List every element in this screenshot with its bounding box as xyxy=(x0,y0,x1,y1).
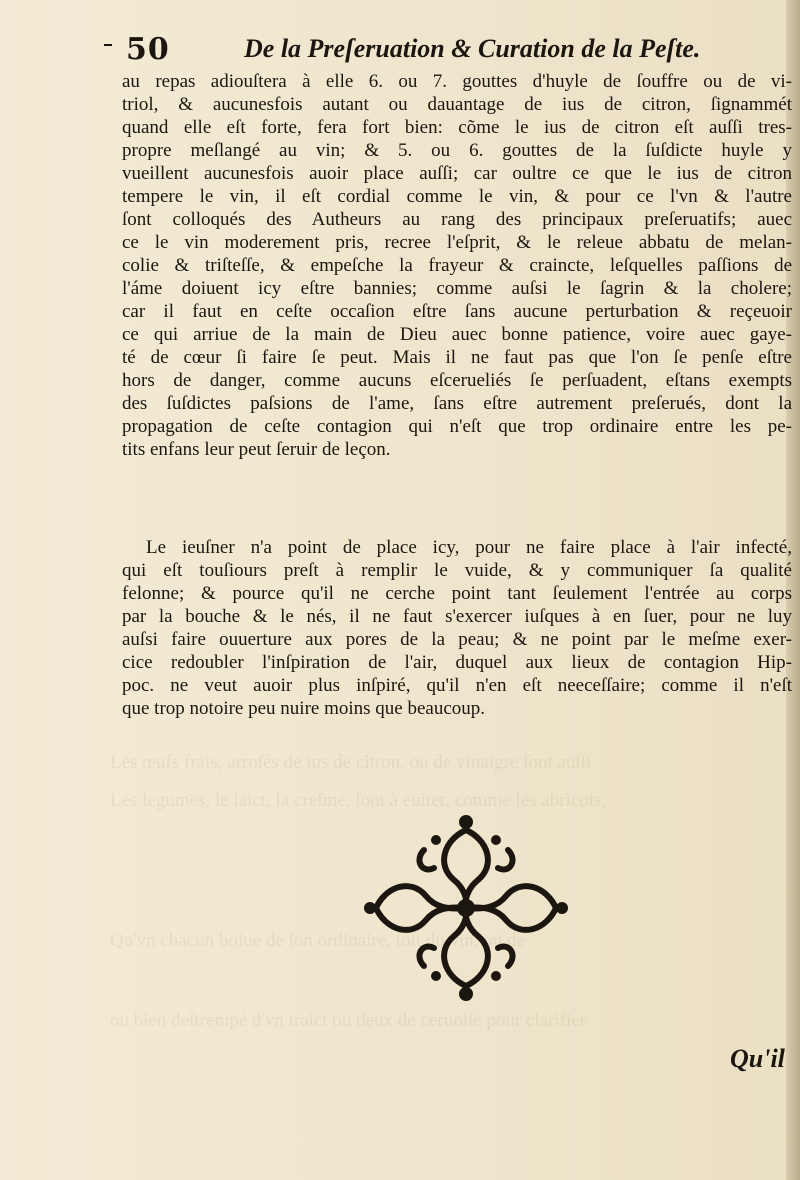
margin-mark xyxy=(104,44,112,46)
text-line: tits enfans leur peut ſeruir de leçon. xyxy=(122,439,391,460)
running-title: De la Preſeruation & Curation de la Peſte. xyxy=(244,34,701,63)
text-line: Le ieuſner n'a point de place icy, pour ne faire place à l'air infecté, xyxy=(146,537,792,558)
paragraph-2 xyxy=(122,536,792,720)
text-line: quand elle eſt forte, fera fort bien: cõme le ius de citron eſt auſſi tres- xyxy=(122,117,792,138)
text-line: l'áme doiuent icy eſtre bannies; comme auſsi le ſagrin & la cholere; xyxy=(122,278,792,299)
text-line: colie & triſteſſe, & empeſche la frayeur & craincte, leſquelles paſſions de xyxy=(122,255,792,276)
show-through-line: Les legumes, le laict, la creſme, ſont à euiter, comme les abricots, xyxy=(110,790,607,811)
show-through-line: ou bien deſtrempé d'vn traict ou deux de ceruoiſe pour clarifier xyxy=(110,1010,587,1031)
text-line: car il faut en ceſte occaſion eſtre ſans aucune perturbation & reçeuoir xyxy=(122,301,792,322)
text-line: poc. ne veut auoir plus inſpiré, qu'il n'en eſt neeceſſaire; comme il n'eſt xyxy=(122,675,792,696)
text-line: té de cœur ſi faire ſe peut. Mais il ne faut pas que l'on ſe penſe eſtre xyxy=(122,347,792,368)
show-through-line: Qu'vn chacun boiue de ſon ordinaire, ſoit du vin, ou de xyxy=(110,930,525,951)
text-line: cice redoubler l'inſpiration de l'air, duquel aux lieux de contagion Hip- xyxy=(122,652,792,673)
text-line: propre meſlangé au vin; & 5. ou 6. gouttes de la ſuſdicte huyle y xyxy=(122,140,792,161)
paragraph-1 xyxy=(122,70,792,461)
text-line: hors de danger, comme aucuns eſcerueliés ſe perſuadent, eſtans exempts xyxy=(122,370,792,391)
fleuron-ornament-icon xyxy=(364,810,568,1006)
page-number: 50 xyxy=(126,32,170,67)
text-line: ſont colloqués des Autheurs au rang des principaux preſeruatifs; auec xyxy=(122,209,792,230)
text-line: auſsi faire ouuerture aux pores de la peau; & ne point par le meſme exer- xyxy=(122,629,792,650)
text-line: ce le vin moderement pris, recree l'eſprit, & le releue abbatu de melan- xyxy=(122,232,792,253)
text-line: felonne; & pource qu'il ne cerche point tant ſeulement l'entrée au corps xyxy=(122,583,792,604)
text-line: propagation de ceſte contagion qui n'eſt que trop ordinaire entre les pe- xyxy=(122,416,792,437)
text-line: au repas adiouſtera à elle 6. ou 7. gouttes d'huyle de ſouffre ou de vi- xyxy=(122,71,792,92)
text-line: par la bouche & le nés, il ne faut s'exercer iuſques à en ſuer, pour ne luy xyxy=(122,606,792,627)
text-line: qui eſt touſiours preſt à remplir le vuide, & y communiquer ſa qualité xyxy=(122,560,792,581)
catchword: Qu'il xyxy=(730,1044,785,1073)
show-through-line: Les œufs frais, arroſés de ius de citron, ou de vinaigre ſont auſſi xyxy=(110,752,592,773)
text-line: des ſuſdictes paſsions de l'ame, ſans eſtre autrement preſerués, dont la xyxy=(122,393,792,414)
page-header xyxy=(112,32,772,66)
text-line: triol, & aucunesfois autant ou dauantage de ius de citron, ſignammét xyxy=(122,94,792,115)
text-line: vueillent aucunesfois auoir place auſſi; car oultre ce que le ius de citron xyxy=(122,163,792,184)
text-line: que trop notoire peu nuire moins que beaucoup. xyxy=(122,698,486,719)
text-line: tempere le vin, il eſt cordial comme le vin, & pour ce l'vn & l'autre xyxy=(122,186,792,207)
text-line: ce qui arriue de la main de Dieu auec bonne patience, voire auec gaye- xyxy=(122,324,792,345)
